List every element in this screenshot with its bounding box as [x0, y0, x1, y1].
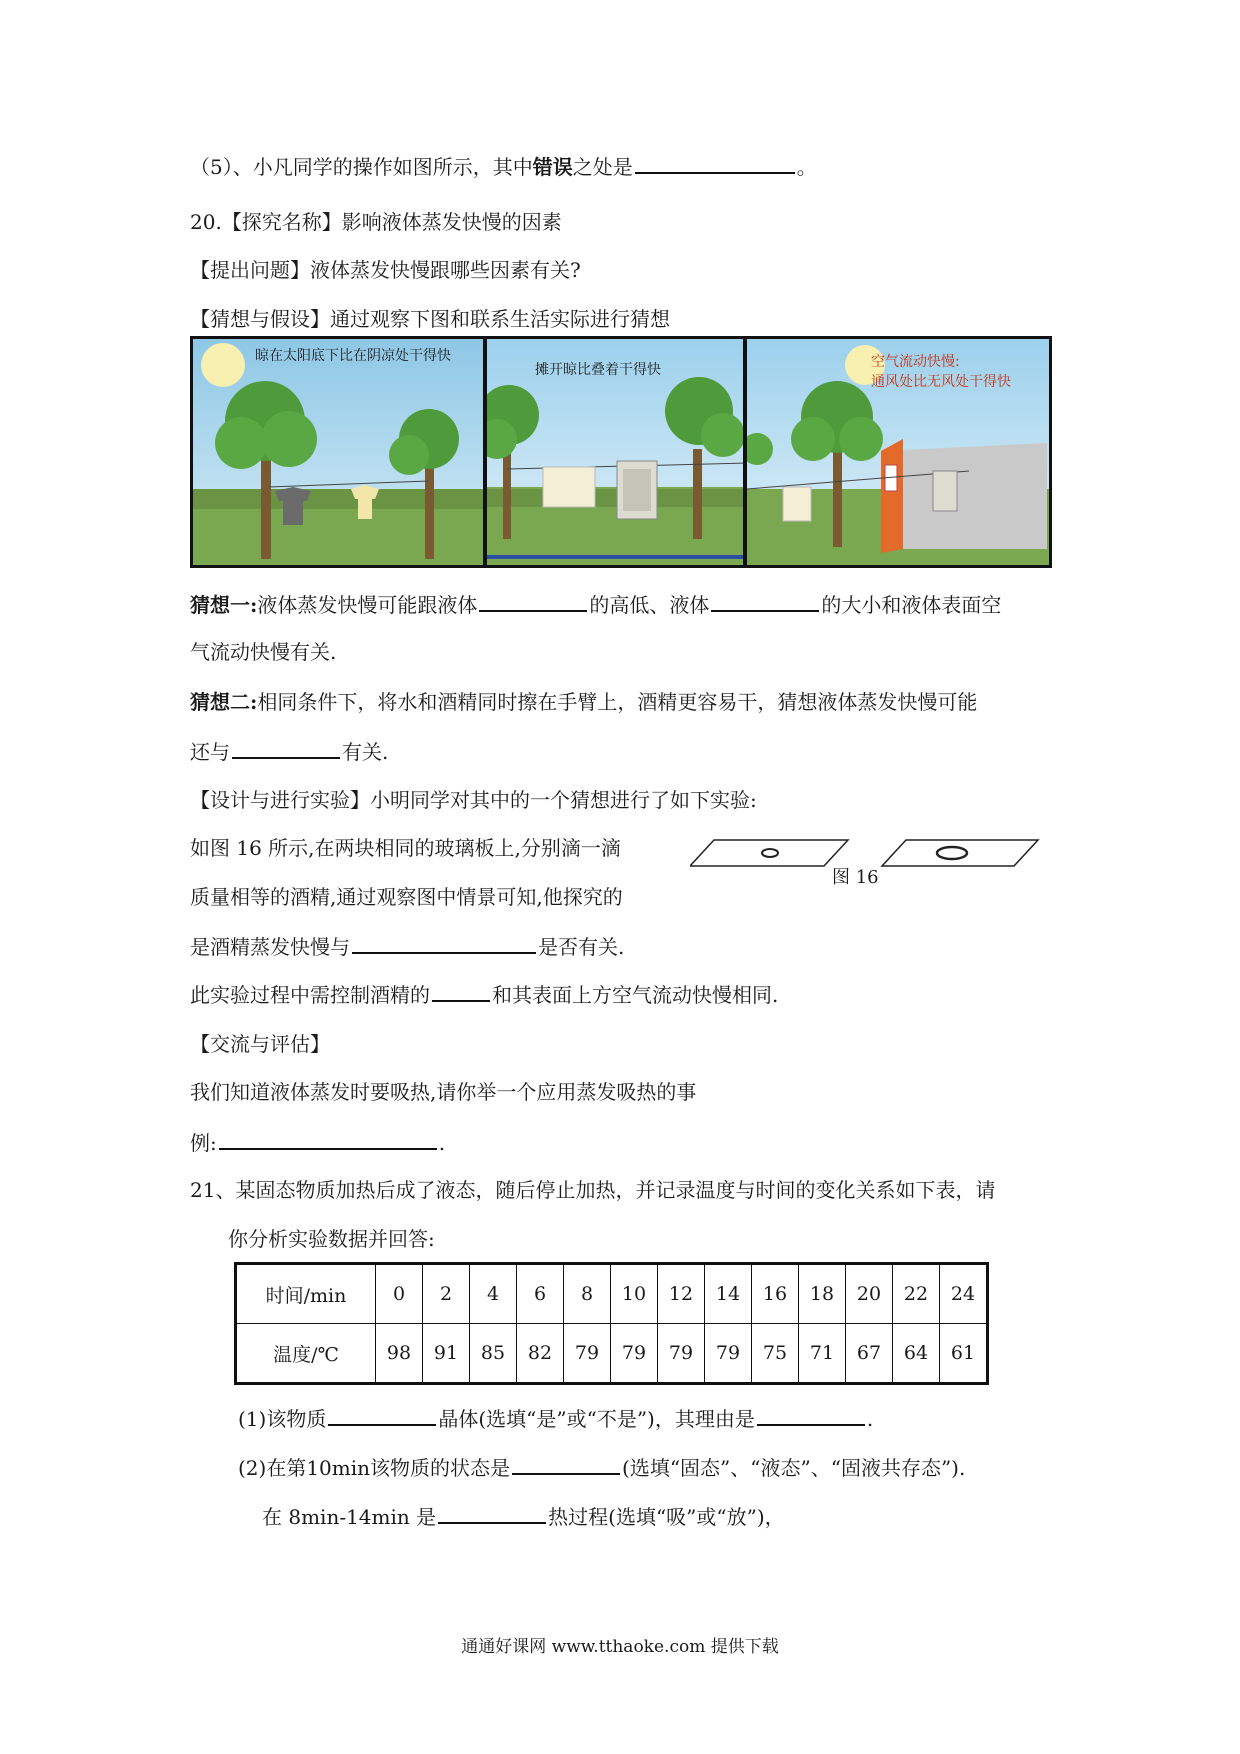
- panel-caption: 晾在太阳底下比在阴凉处干得快: [255, 348, 451, 364]
- table-cell: 79: [564, 1324, 611, 1384]
- table-cell: 71: [799, 1324, 846, 1384]
- table-cell: 79: [705, 1324, 752, 1384]
- temperature-time-table: [234, 1262, 989, 1385]
- exp-line1: 如图 16 所示,在两块相同的玻璃板上,分别滴一滴: [190, 836, 621, 860]
- guess1-label: 猜想一:: [190, 593, 258, 617]
- exchange-heading: 【交流与评估】: [190, 1032, 330, 1056]
- table-row: [236, 1264, 988, 1324]
- answer-blank[interactable]: [711, 590, 819, 612]
- panel-sun-vs-shade: [190, 336, 486, 568]
- panel-spread-vs-folded: [484, 336, 746, 568]
- q21-part3: [262, 1502, 785, 1531]
- answer-blank[interactable]: [432, 980, 490, 1002]
- table-cell: 16: [752, 1264, 799, 1324]
- answer-blank[interactable]: [635, 152, 795, 174]
- exp-line4-b: 和其表面上方空气流动快慢相同.: [492, 983, 779, 1007]
- exp-line3: [190, 932, 624, 961]
- q5-prefix: （5）、小凡同学的操作如图所示，其中: [190, 155, 533, 179]
- guess2-text-c: 有关.: [342, 740, 389, 764]
- answer-blank[interactable]: [219, 1128, 437, 1150]
- q20-hypothesis-intro: 【猜想与假设】通过观察下图和联系生活实际进行猜想: [190, 307, 670, 331]
- guess1-line1: [190, 590, 1001, 619]
- glass-plate-right: [882, 840, 1038, 866]
- q21-line2: 你分析实验数据并回答:: [228, 1227, 435, 1251]
- table-cell: 8: [564, 1264, 611, 1324]
- panel-caption: 摊开晾比叠着干得快: [535, 362, 661, 378]
- guess2-line2: [190, 737, 388, 766]
- guess1-text-b: 的高低、液体: [589, 593, 710, 617]
- exp-line2: 质量相等的酒精,通过观察图中情景可知,他探究的: [190, 885, 623, 909]
- table-cell: 14: [705, 1264, 752, 1324]
- table-cell: 82: [517, 1324, 564, 1384]
- q5-line: [190, 152, 817, 181]
- answer-blank[interactable]: [757, 1404, 865, 1426]
- q21-part2-a: (2)在第10min该物质的状态是: [238, 1456, 511, 1480]
- exp-line4: [190, 980, 778, 1009]
- answer-blank[interactable]: [232, 737, 340, 759]
- answer-blank[interactable]: [328, 1404, 436, 1426]
- table-cell: 10: [611, 1264, 658, 1324]
- q21-part3-a: 在 8min-14min 是: [262, 1505, 437, 1529]
- exp-line3-b: 是否有关.: [538, 935, 625, 959]
- table-cell: 18: [799, 1264, 846, 1324]
- table-cell: 22: [893, 1264, 940, 1324]
- table-cell: 79: [658, 1324, 705, 1384]
- table-cell: 75: [752, 1324, 799, 1384]
- guess1-text-a: 液体蒸发快慢可能跟液体: [257, 593, 478, 617]
- guess2-line1: [190, 688, 977, 716]
- panel-sun-vs-shade-image: [193, 339, 486, 568]
- table-header-time: 时间/min: [236, 1264, 376, 1324]
- q21-part2: [238, 1453, 965, 1482]
- design-line: 【设计与进行实验】小明同学对其中的一个猜想进行了如下实验:: [190, 788, 757, 812]
- table-cell: 64: [893, 1324, 940, 1384]
- table-cell: 61: [940, 1324, 988, 1384]
- example-label: 例:: [190, 1131, 217, 1155]
- q21-part2-b: (选填“固态”、“液态”、“固液共存态”).: [622, 1456, 966, 1480]
- table-cell: 79: [611, 1324, 658, 1384]
- table-cell: 0: [376, 1264, 423, 1324]
- exp-line3-a: 是酒精蒸发快慢与: [190, 935, 350, 959]
- table-cell: 67: [846, 1324, 893, 1384]
- answer-blank[interactable]: [479, 590, 587, 612]
- table-cell: 12: [658, 1264, 705, 1324]
- q21-part1: [238, 1404, 873, 1433]
- answer-blank[interactable]: [512, 1453, 620, 1475]
- q20-title: 20.【探究名称】影响液体蒸发快慢的因素: [190, 210, 562, 234]
- table-row: [236, 1324, 988, 1384]
- apply-line: 我们知道液体蒸发时要吸热,请你举一个应用蒸发吸热的事: [190, 1080, 697, 1104]
- glass-plate-left: [690, 840, 848, 866]
- table-cell: 98: [376, 1324, 423, 1384]
- q5-bold: 错误: [532, 155, 573, 179]
- footer-credit: 通通好课网 www.tthaoke.com 提供下载: [461, 1637, 779, 1657]
- guess1-text-d: 气流动快慢有关.: [190, 640, 337, 664]
- q21-part1-c: .: [866, 1407, 874, 1431]
- q21-part1-a: (1)该物质: [238, 1407, 327, 1431]
- example-line: [190, 1128, 445, 1157]
- table-cell: 6: [517, 1264, 564, 1324]
- panel-caption-line2: 通风处比无风处干得快: [871, 374, 1011, 390]
- panel-wind-vs-still: [744, 336, 1052, 568]
- q20-question: 【提出问题】液体蒸发快慢跟哪些因素有关?: [190, 258, 581, 282]
- answer-blank[interactable]: [438, 1502, 546, 1524]
- table-cell: 91: [423, 1324, 470, 1384]
- panel-caption-line1: 空气流动快慢:: [871, 354, 960, 370]
- table-cell: 2: [423, 1264, 470, 1324]
- guess1-text-c: 的大小和液体表面空: [821, 593, 1002, 617]
- q5-end: 。: [796, 155, 817, 179]
- q5-suffix: 之处是: [572, 155, 633, 179]
- figure-16-label: 图 16: [832, 867, 879, 888]
- guess2-label: 猜想二:: [190, 690, 258, 714]
- table-cell: 4: [470, 1264, 517, 1324]
- table-cell: 85: [470, 1324, 517, 1384]
- q21-part3-b: 热过程(选填“吸”或“放”)，: [548, 1505, 785, 1529]
- answer-blank[interactable]: [352, 932, 536, 954]
- evaporation-illustration: [190, 336, 1052, 568]
- guess2-text-a: 相同条件下，将水和酒精同时擦在手臂上，酒精更容易干，猜想液体蒸发快慢可能: [257, 690, 978, 714]
- table-cell: 20: [846, 1264, 893, 1324]
- guess2-text-b: 还与: [190, 740, 230, 764]
- table-header-temp: 温度/℃: [236, 1324, 376, 1384]
- example-end: .: [438, 1131, 446, 1155]
- q21-line1: 21、某固态物质加热后成了液态，随后停止加热，并记录温度与时间的变化关系如下表，请: [190, 1178, 996, 1202]
- q21-part1-b: 晶体(选填“是”或“不是”)，其理由是: [438, 1407, 755, 1431]
- exp-line4-a: 此实验过程中需控制酒精的: [190, 983, 430, 1007]
- table-cell: 24: [940, 1264, 988, 1324]
